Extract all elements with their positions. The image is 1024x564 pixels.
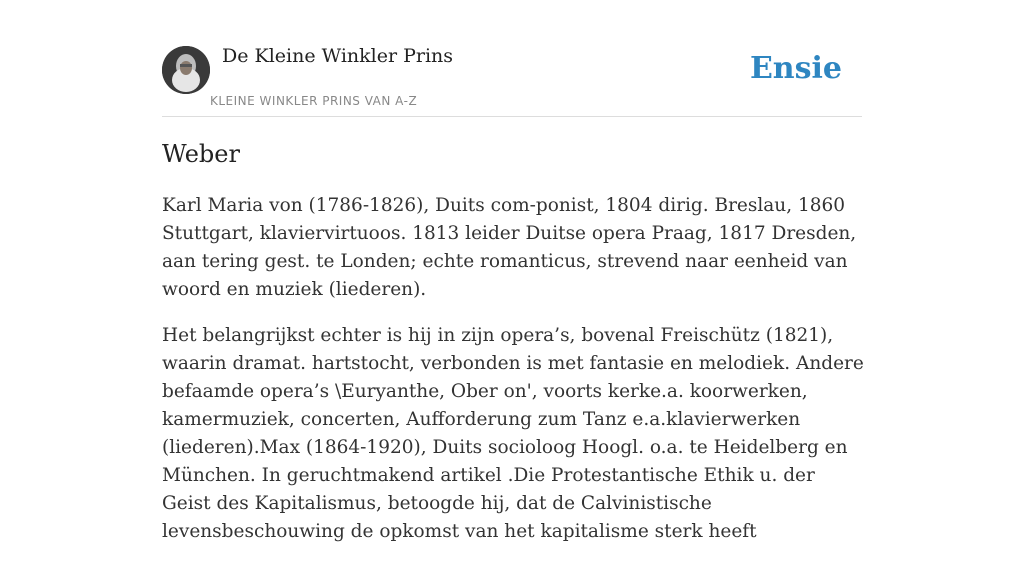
article-body xyxy=(162,192,867,564)
source-title[interactable]: De Kleine Winkler Prins xyxy=(222,45,454,67)
article-paragraph: Karl Maria von (1786-1826), Duits com-ponist, 1804 dirig. Breslau, 1860 Stuttgart, klaviervirtuoos. 1813 leider Duitse opera Praag, 1817 Dresden, aan tering gest. te Londen; echte romanticus, strevend naar eenheid van woord en muziek (liederen). xyxy=(162,195,857,300)
source-subtitle[interactable]: KLEINE WINKLER PRINS VAN A-Z xyxy=(210,94,418,108)
page-header xyxy=(162,0,862,117)
source-avatar[interactable] xyxy=(162,46,210,94)
brand-logo[interactable]: Ensie xyxy=(749,51,842,86)
article-title: Weber xyxy=(162,140,240,168)
article-paragraph: Het belangrijkst echter is hij in zijn opera’s, bovenal Freischütz (1821), waarin dramat. hartstocht, verbonden is met fantasie en melodiek. Andere befaamde opera’s \Euryanthe, Ober on', voorts kerke.a. koorwerken, kamermuziek, concerten, Aufforderung zum Tanz e.a.klavierwerken (liederen).Max (1864-1920), Duits socioloog Hoogl. o.a. te Heidelberg en München. In geruchtmakend artikel .Die Protestantische Ethik u. der Geist des Kapitalismus, betoogde hij, dat de Calvinistische levensbeschouwing de opkomst van het kapitalisme sterk heeft xyxy=(162,325,864,542)
portrait-avatar-icon xyxy=(162,46,210,94)
